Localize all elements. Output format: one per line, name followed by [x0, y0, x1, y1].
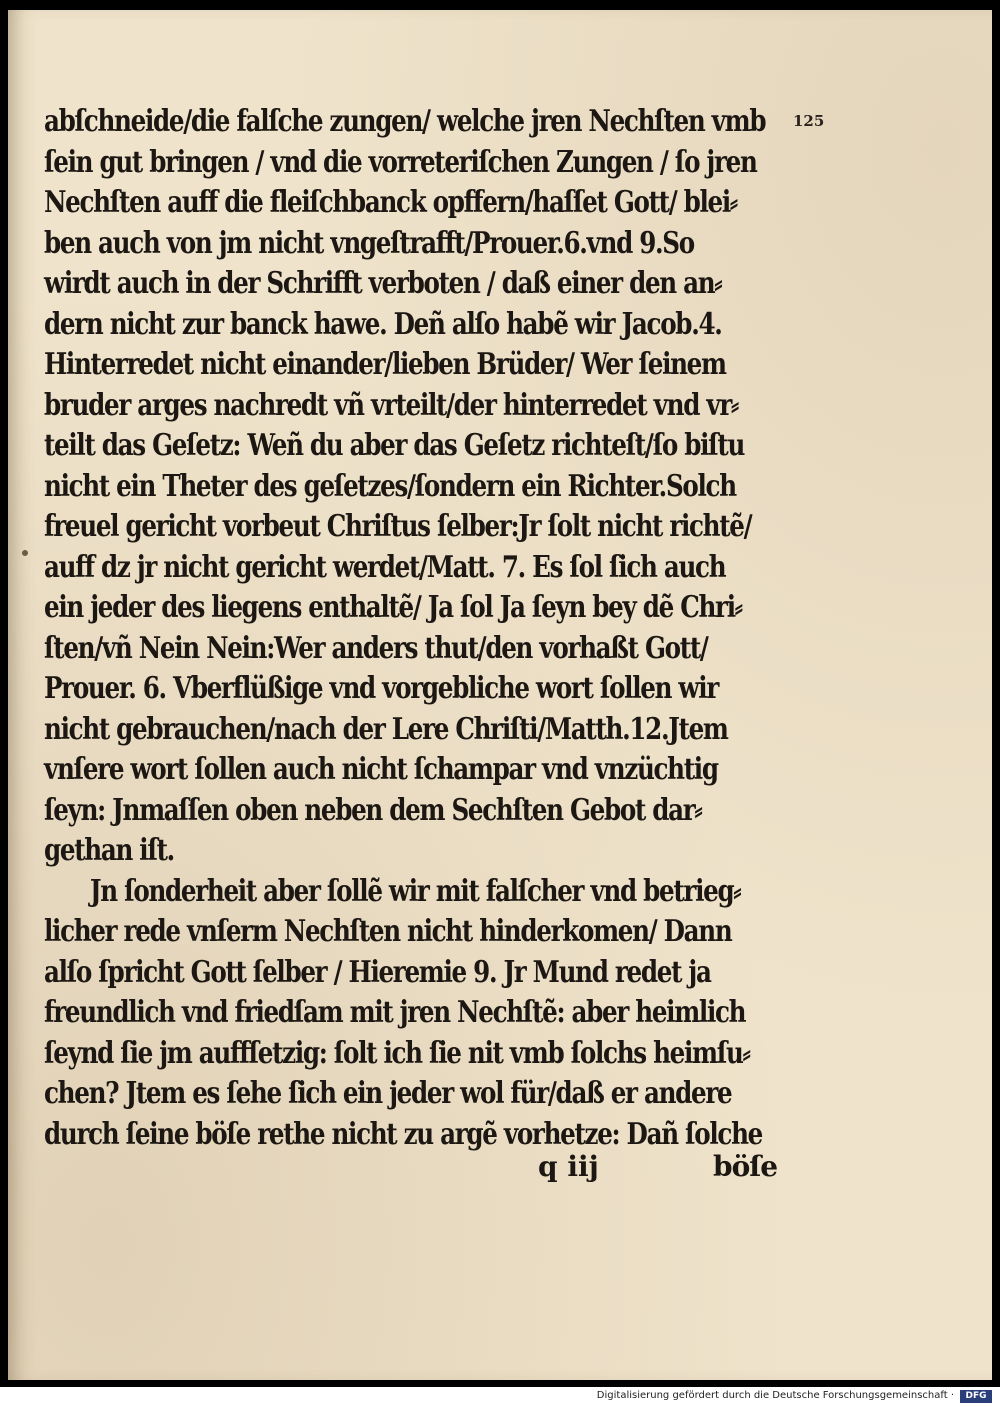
- text-line: durch ſeine böſe rethe nicht zu argẽ vorhetze: Dañ ſolche: [44, 1116, 763, 1152]
- text-line: ben auch von jm nicht vngeſtrafft/Prouer.6.vnd 9.So: [44, 225, 694, 261]
- text-line: abſchneide/die falſche zungen/ welche jren Nechſten vmb: [44, 104, 766, 139]
- text-line: Prouer. 6. Vberflüßige vnd vorgebliche wort ſollen wir: [44, 671, 718, 706]
- text-line: ſeyn: Jnmaſſen oben neben dem Sechſten Gebot dar⸗: [44, 792, 702, 828]
- funding-credit: Digitalisierung gefördert durch die Deutsche Forschungsgemeinschaft ·: [596, 1390, 954, 1401]
- text-line: wirdt auch in der Schrifft verboten / daß einer den an⸗: [44, 266, 722, 301]
- paragraph-start-line: Jn ſonderheit aber ſollẽ wir mit falſcher vnd betrieg⸗: [89, 873, 741, 909]
- text-line: licher rede vnſerm Nechſten nicht hinderkomen/ Dann: [44, 914, 732, 949]
- text-line: vnſere wort ſollen auch nicht ſchampar vnd vnzüchtig: [44, 752, 718, 787]
- text-line: teilt das Geſetz: Weñ du aber das Geſetz richteſt/ſo biſtu: [44, 428, 745, 463]
- text-line: chen? Jtem es ſehe ſich ein jeder wol für/daß er andere: [44, 1076, 732, 1111]
- footer-bar: [0, 1387, 1000, 1407]
- body-text: [44, 102, 804, 1155]
- dfg-logo-icon: DFG: [960, 1390, 992, 1403]
- text-line: bruder arges nachredt vñ vrteilt/der hinterredet vnd vr⸗: [44, 387, 738, 423]
- text-line: gethan iſt.: [44, 833, 174, 868]
- paper-speck: [22, 550, 28, 556]
- text-line: dern nicht zur banck hawe. Deñ alſo habẽ wir Jacob.4.: [44, 306, 722, 342]
- folio-number: 125: [793, 112, 825, 130]
- text-line: ſein gut bringen / vnd die vorreteriſchen Zungen / ſo jren: [44, 144, 757, 180]
- text-line: freundlich vnd friedſam mit jren Nechſtẽ: aber heimlich: [44, 995, 746, 1030]
- text-line: ſten/vñ Nein Nein:Wer anders thut/den vorhaßt Gott/: [44, 630, 708, 666]
- text-line: alſo ſpricht Gott ſelber / Hieremie 9. Jr Mund redet ja: [44, 954, 711, 990]
- book-page: [8, 10, 992, 1380]
- catchword: böſe: [713, 1150, 778, 1183]
- signature-mark: q iij: [538, 1150, 599, 1183]
- text-line: freuel gericht vorbeut Chriſtus ſelber:Jr ſolt nicht richtẽ/: [44, 509, 752, 544]
- text-line: nicht ein Theter des geſetzes/ſondern ein Richter.Solch: [44, 468, 736, 504]
- text-line: ein jeder des liegens enthaltẽ/ Ja ſol Ja ſeyn bey dẽ Chri⸗: [44, 590, 742, 625]
- text-line: Hinterredet nicht einander/lieben Brüder/ Wer ſeinem: [44, 347, 726, 382]
- text-line: Nechſten auff die fleiſchbanck opffern/haſſet Gott/ blei⸗: [44, 185, 737, 220]
- text-line: auff dz jr nicht gericht werdet/Matt. 7. Es ſol ſich auch: [44, 549, 726, 585]
- text-line: nicht gebrauchen/nach der Lere Chriſti/Matth.12.Jtem: [44, 711, 728, 747]
- text-line: ſeynd ſie jm auffſetzig: ſolt ich ſie nit vmb ſolchs heimſu⸗: [44, 1035, 750, 1071]
